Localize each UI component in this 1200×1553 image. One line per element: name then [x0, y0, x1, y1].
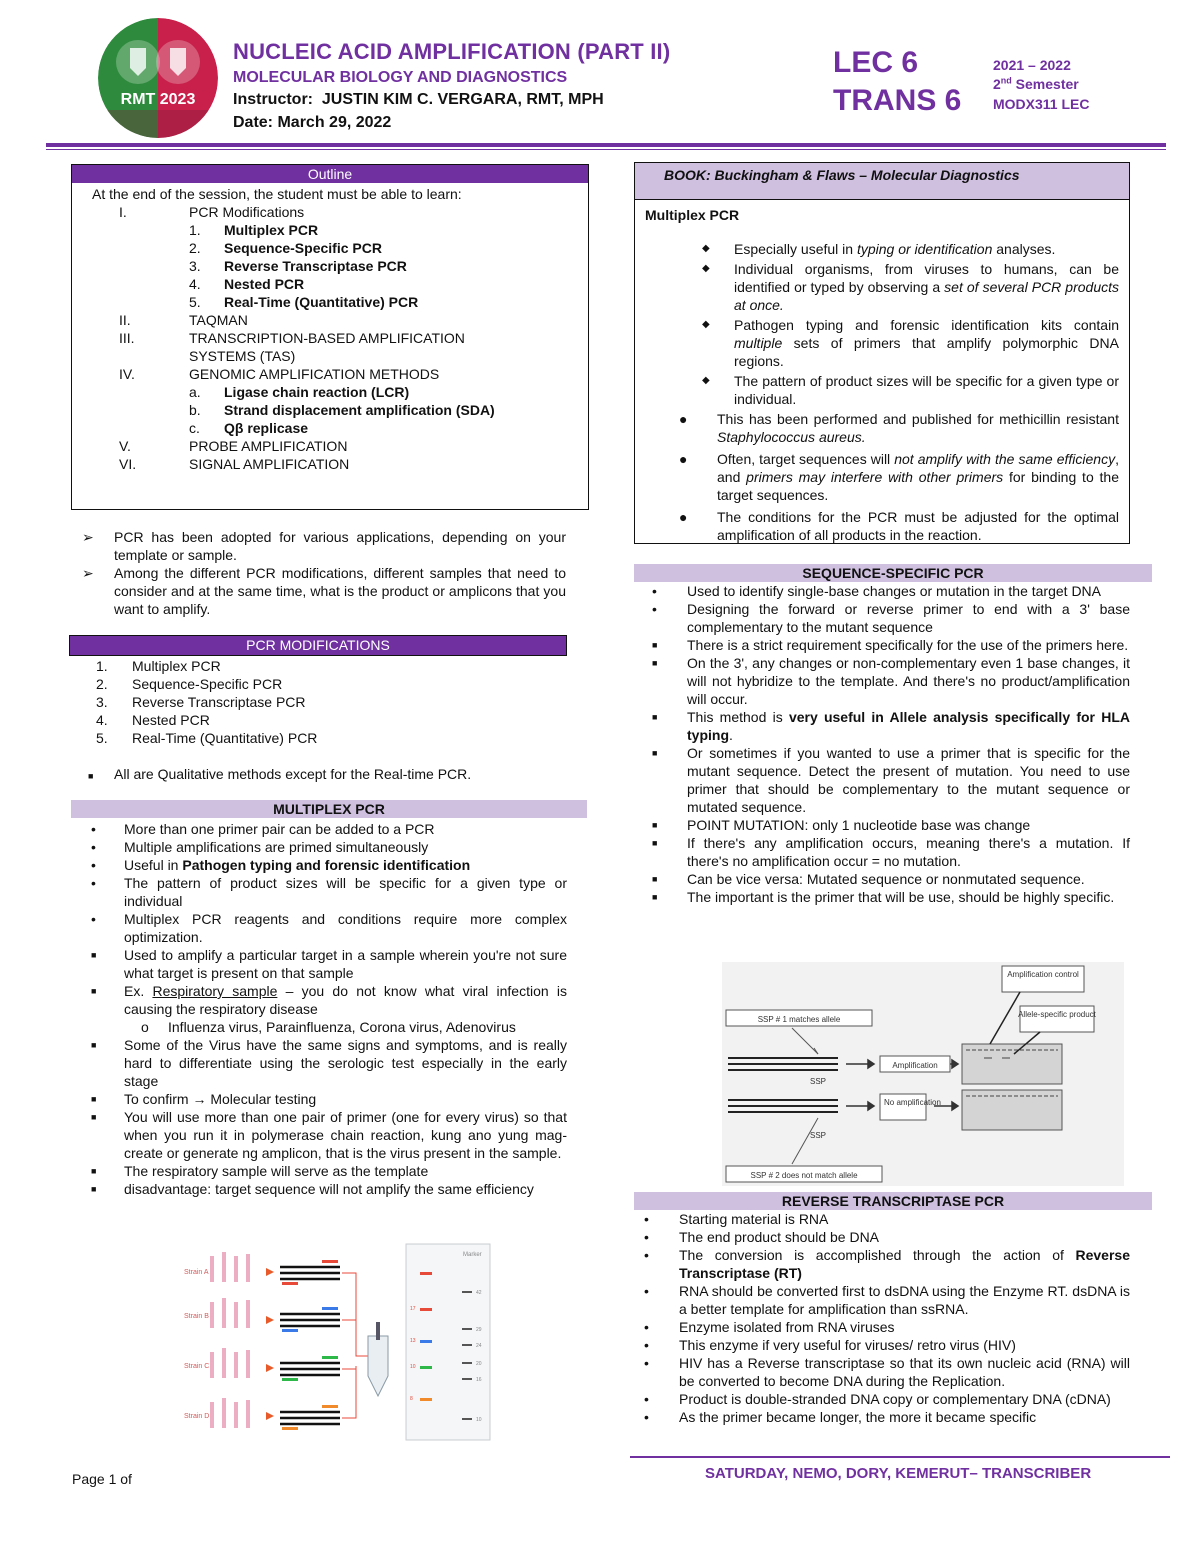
document-title: NUCLEIC ACID AMPLIFICATION (PART II)	[233, 39, 671, 64]
semester: 2nd Semester	[993, 75, 1079, 92]
outline-item-number: a.	[189, 384, 201, 400]
outline-item-number	[119, 347, 189, 365]
amp-control-label: Amplification control	[1007, 970, 1079, 979]
outline-item	[72, 365, 588, 383]
outline-item-label: Nested PCR	[224, 276, 305, 292]
outline-item-label: Sequence-Specific PCR	[224, 240, 382, 256]
outline-item-label: Qβ replicase	[224, 420, 309, 436]
outline-item	[72, 257, 588, 275]
ssp-label-bottom: SSP	[810, 1131, 827, 1140]
outline-title: Outline	[72, 165, 588, 183]
instructor-label: Instructor:	[233, 91, 313, 108]
list-item: • Starting material is RNA	[644, 1211, 829, 1227]
rt-title: REVERSE TRANSCRIPTASE PCR	[634, 1192, 1152, 1210]
outline-item-label: PROBE AMPLIFICATION	[189, 438, 348, 454]
outline-item-label: Ligase chain reaction (LCR)	[224, 384, 410, 400]
page-number: Page 1 of	[72, 1471, 132, 1487]
outline-item	[72, 239, 588, 257]
school-year: 2021 – 2022	[993, 57, 1071, 73]
outline-item-number: IV.	[119, 366, 135, 382]
list-item: 4. Nested PCR	[96, 712, 210, 728]
outline-item-label: Multiplex PCR	[224, 222, 319, 238]
outline-item-number: I.	[119, 204, 127, 220]
qualitative-note: ■ All are Qualitative methods except for the Real-time PCR.	[88, 766, 472, 782]
header-rule	[46, 143, 1166, 147]
multiplex-pcr-figure	[180, 1236, 500, 1446]
list-item: • Multiplex PCR reagents and conditions require more complex optimization.	[91, 911, 567, 945]
list-item: ■ To confirm → Molecular testing	[91, 1091, 317, 1107]
ssp-figure	[722, 962, 1124, 1186]
outline-item-number: V.	[119, 438, 131, 454]
list-item: • Multiple amplifications are primed simultaneously	[91, 839, 429, 855]
logo-text: RMT 2023	[120, 91, 196, 108]
instructor-name: JUSTIN KIM C. VERGARA, RMT, MPH	[321, 91, 604, 108]
pcr-modifications-title: PCR MODIFICATIONS	[69, 635, 567, 656]
outline-item-number: c.	[189, 420, 200, 436]
no-amplification-label: No amplification	[884, 1098, 941, 1107]
list-item: 5. Real-Time (Quantitative) PCR	[96, 730, 318, 746]
list-item: ■ Used to amplify a particular target in a sample wherein you're not sure what target is present on that sample	[91, 947, 567, 981]
outline-item-number: 1.	[189, 222, 201, 238]
outline-item	[72, 311, 588, 329]
outline-item	[72, 347, 588, 365]
book-bullets-b	[679, 410, 1119, 544]
amplification-label: Amplification	[892, 1061, 938, 1070]
list-item: • Enzyme isolated from RNA viruses	[644, 1319, 895, 1335]
size-label: 17	[410, 1306, 416, 1312]
outline-item-number: 4.	[189, 276, 201, 292]
list-item: • This enzyme if very useful for viruses/ retro virus (HIV)	[644, 1337, 1016, 1353]
size-label: 42	[476, 1290, 482, 1296]
ssp-label-top: SSP	[810, 1077, 827, 1086]
ssp2-label: SSP # 2 does not match allele	[750, 1171, 858, 1180]
ssp-bullets	[652, 582, 1130, 906]
list-item: • As the primer became longer, the more it became specific	[644, 1409, 1037, 1425]
size-label: 8	[410, 1396, 413, 1402]
outline-item-number: b.	[189, 402, 201, 418]
outline-item	[72, 419, 588, 437]
strain-a-label: Strain A	[184, 1269, 209, 1276]
outline-item	[72, 203, 588, 221]
outline-item	[72, 455, 588, 473]
outline-item-label: Real-Time (Quantitative) PCR	[224, 294, 419, 310]
date-value: March 29, 2022	[277, 114, 392, 131]
outline-item-number: II.	[119, 312, 131, 328]
list-item: • The conversion is accomplished through the action of Reverse Transcriptase (RT)	[644, 1247, 1130, 1281]
book-title: BOOK: Buckingham & Flaws – Molecular Diagnostics	[635, 163, 1129, 200]
outline-item-number: 3.	[189, 258, 201, 274]
header-rule-thin	[46, 149, 1166, 150]
instructor-line	[233, 90, 604, 111]
ssp1-label: SSP # 1 matches allele	[757, 1015, 841, 1024]
list-item: ● The conditions for the PCR must be adjusted for the optimal amplification of all products in the reaction.	[679, 509, 1119, 543]
marker-label: Marker	[463, 1252, 482, 1258]
rmt-2023-logo	[98, 18, 218, 138]
list-item: ➢ PCR has been adopted for various applications, depending on your template or sample.	[82, 529, 566, 563]
multiplex-bullets	[91, 820, 567, 1198]
outline-item	[72, 401, 588, 419]
outline-item-label: TAQMAN	[189, 312, 248, 328]
trans-number: TRANS 6	[833, 84, 962, 117]
size-label: 13	[410, 1338, 416, 1344]
outline-item-label: GENOMIC AMPLIFICATION METHODS	[189, 366, 440, 382]
list-item: ■ Can be vice versa: Mutated sequence or nonmutated sequence.	[652, 871, 1085, 887]
list-item: • Designing the forward or reverse primer to end with a 3' base complementary to the mutant sequence	[652, 601, 1130, 635]
outline-item-label: SYSTEMS (TAS)	[189, 348, 296, 364]
size-label: 10	[410, 1364, 416, 1370]
list-item: • The pattern of product sizes will be specific for a given type or individual	[91, 875, 567, 909]
size-label: 10	[476, 1417, 482, 1423]
footer-rule	[630, 1456, 1170, 1458]
book-bullets-a	[702, 240, 1119, 408]
book-box	[634, 162, 1130, 544]
outline-item	[72, 293, 588, 311]
list-item: ■ This method is very useful in Allele analysis specifically for HLA typing.	[652, 709, 1130, 743]
list-item: ■ POINT MUTATION: only 1 nucleotide base was change	[652, 817, 1031, 833]
ssp-title: SEQUENCE-SPECIFIC PCR	[634, 564, 1152, 582]
list-item: ◆ Pathogen typing and forensic identification kits contain multiple sets of primers that amplify polymorphic DNA regions.	[702, 317, 1119, 369]
strain-c-label: Strain C	[184, 1363, 210, 1370]
outline-item	[72, 329, 588, 347]
list-item: • Used to identify single-base changes or mutation in the target DNA	[652, 583, 1102, 599]
outline-item	[72, 383, 588, 401]
outline-item	[72, 221, 588, 239]
strain-b-label: Strain B	[184, 1313, 209, 1320]
list-item: ■ disadvantage: target sequence will not amplify the same efficiency	[91, 1181, 534, 1197]
lec-number: LEC 6	[833, 46, 919, 79]
outline-item-label: Reverse Transcriptase PCR	[224, 258, 407, 274]
multiplex-title: MULTIPLEX PCR	[71, 800, 587, 818]
outline-box	[71, 164, 589, 510]
transcriber-credit: SATURDAY, NEMO, DORY, KEMERUT– TRANSCRIBER	[705, 1465, 1092, 1482]
date-label: Date:	[233, 114, 274, 131]
outline-intro: At the end of the session, the student must be able to learn:	[92, 186, 462, 202]
list-item: ◆ The pattern of product sizes will be specific for a given type or individual.	[702, 373, 1119, 407]
svg-text:No amplification	[884, 1098, 941, 1107]
list-item: ◆ Especially useful in typing or identification analyses.	[702, 241, 1056, 257]
subject: MOLECULAR BIOLOGY AND DIAGNOSTICS	[233, 69, 568, 86]
list-item: • Useful in Pathogen typing and forensic identification	[91, 857, 471, 873]
list-item: • More than one primer pair can be added to a PCR	[91, 821, 435, 837]
outline-item-label: PCR Modifications	[189, 204, 305, 220]
rt-bullets	[644, 1210, 1130, 1426]
outline-item-label: TRANSCRIPTION-BASED AMPLIFICATION	[189, 330, 465, 346]
list-item: ● This has been performed and published for methicillin resistant Staphylococcus aureus.	[679, 411, 1119, 445]
outline-item-number: 5.	[189, 294, 201, 310]
list-item: • HIV has a Reverse transcriptase so that its own nucleic acid (RNA) will be converted to become DNA during the Replication.	[644, 1355, 1130, 1389]
size-label: 20	[476, 1361, 482, 1367]
outline-item-label: SIGNAL AMPLIFICATION	[189, 456, 350, 472]
list-item: ◆ Individual organisms, from viruses to humans, can be identified or typed by observing a set of several PCR products at once.	[702, 261, 1120, 313]
list-item: ➢ Among the different PCR modifications, different samples that need to consider and at the same time, what is the product or amplicons that you want to amplify.	[82, 565, 566, 617]
list-item: • RNA should be converted first to dsDNA using the Enzyme RT. dsDNA is a better template for amplification than ssRNA.	[644, 1283, 1130, 1317]
list-item: ■ There is a strict requirement specifically for the use of the primers here.	[652, 637, 1129, 653]
pcr-modifications-list	[96, 657, 556, 747]
intro-bullets	[80, 528, 566, 618]
list-item: ■ Some of the Virus have the same signs and symptoms, and is really hard to differentiate using the serologic test especially in the early stage	[91, 1037, 567, 1089]
list-item: ■ The respiratory sample will serve as the template	[91, 1163, 429, 1179]
book-subtitle: Multiplex PCR	[645, 207, 740, 223]
list-item: ■ If there's any amplification occurs, meaning there's a mutation. If there's no amplification occur = no mutation.	[652, 835, 1130, 869]
list-item: 2. Sequence-Specific PCR	[96, 676, 283, 692]
course-code: MODX311 LEC	[993, 96, 1090, 112]
list-item: • Product is double-stranded DNA copy or complementary DNA (cDNA)	[644, 1391, 1111, 1407]
size-label: 16	[476, 1377, 482, 1383]
allele-product-label: Allele-specific product	[1018, 1010, 1096, 1019]
outline-item	[72, 437, 588, 455]
size-label: 29	[476, 1327, 482, 1333]
list-item: ■ Ex. Respiratory sample – you do not know what viral infection is causing the respiratory disease	[91, 983, 567, 1017]
outline-item-label: Strand displacement amplification (SDA)	[224, 402, 495, 418]
size-label: 24	[476, 1343, 482, 1349]
list-item: o Influenza virus, Parainfluenza, Corona virus, Adenovirus	[141, 1019, 516, 1035]
list-item: ■ On the 3', any changes or non-complementary even 1 base changes, it will not hybridize to the template. And there's no product/amplification will occur.	[652, 655, 1130, 707]
date-line	[233, 113, 391, 134]
strain-d-label: Strain D	[184, 1413, 210, 1420]
list-item: ■ Or sometimes if you wanted to use a primer that is specific for the mutant sequence. Detect the present of mutation. You need to use primer that should be complementary to the mutant sequence or mutated sequence.	[652, 745, 1130, 815]
list-item: • The end product should be DNA	[644, 1229, 880, 1245]
outline-list	[72, 203, 588, 473]
outline-item	[72, 275, 588, 293]
list-item: 3. Reverse Transcriptase PCR	[96, 694, 306, 710]
outline-item-number: VI.	[119, 456, 137, 472]
list-item: 1. Multiplex PCR	[96, 658, 221, 674]
outline-item-number: 2.	[189, 240, 201, 256]
list-item: ● Often, target sequences will not amplify with the same efficiency, and primers may interfere with other primers for binding to the target sequences.	[679, 451, 1120, 503]
list-item: ■ You will use more than one pair of primer (one for every virus) so that when you run it in polymerase chain reaction, kung ano yung mag-create or generate ng amplicon, that is the virus present in the sample.	[91, 1109, 567, 1161]
list-item: ■ The important is the primer that will be use, should be highly specific.	[652, 889, 1115, 905]
outline-item-number: III.	[119, 330, 135, 346]
